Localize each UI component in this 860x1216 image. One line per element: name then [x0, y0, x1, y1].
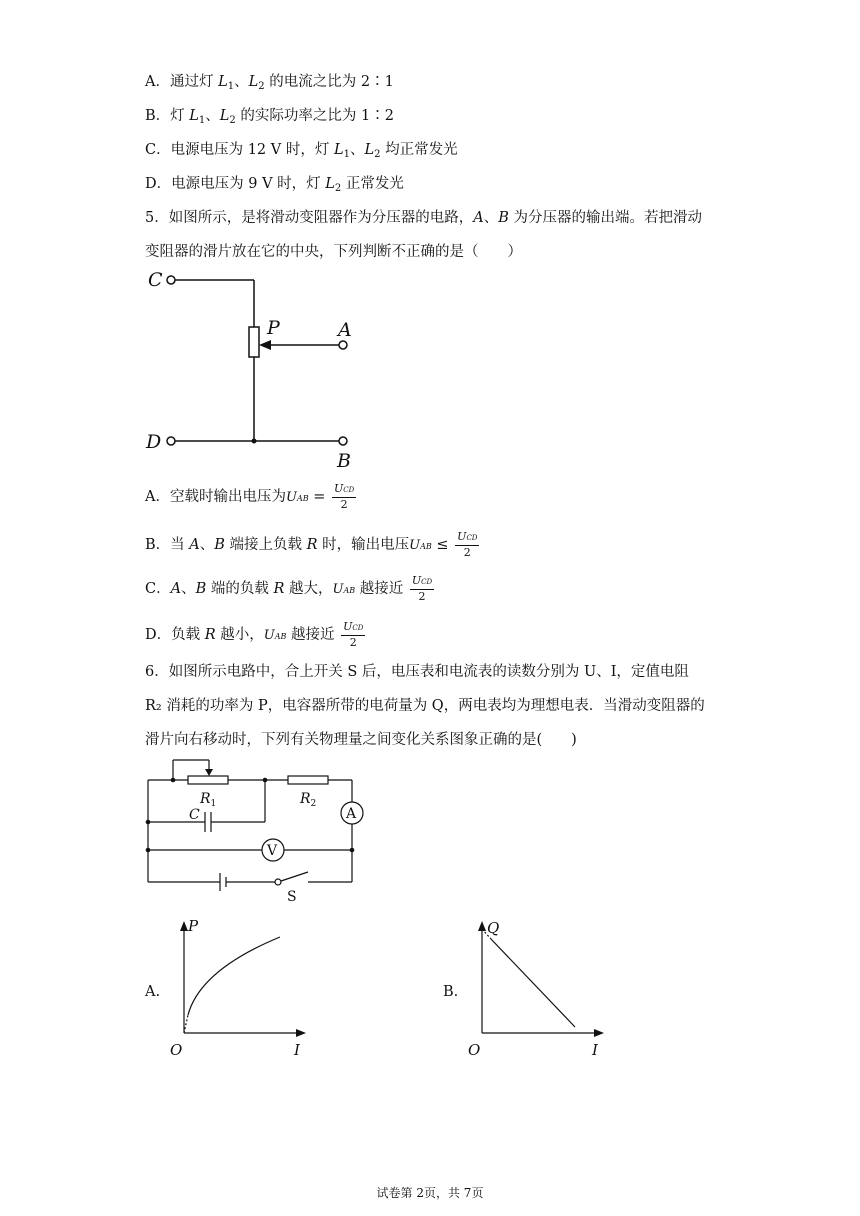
fraction-ucd-over-2: $\frac{\text{UCD}}{2}$ — [411, 574, 433, 603]
q4-option-b: B．灯 $L_1$、$L_2$ 的实际功率之比为 1∶2 — [145, 108, 394, 126]
q6-stem-line3: 滑片向右移动时，下列有关物理量之间变化关系图象正确的是( ) — [145, 732, 577, 748]
q5-circuit-diagram — [140, 265, 370, 475]
q6-ammeter-label: A — [346, 806, 357, 822]
q5-option-a: A．空载时输出电压为UAB = $\frac{\text{UCD}}{2}$ — [145, 482, 355, 511]
q5-label-d: D — [146, 431, 162, 453]
fraction-ucd-over-2: $\frac{\text{UCD}}{2}$ — [343, 620, 364, 649]
graph-b-y-label: Q — [487, 919, 500, 937]
q6-circuit-diagram — [140, 755, 370, 905]
q5-option-c: C．A、B 端的负载 R 越大，UAB 越接近 $\frac{\text{UCD}}{2}$ — [145, 574, 433, 603]
fraction-ucd-over-2: $\frac{\text{UCD}}{2}$ — [457, 530, 478, 559]
q6-label-r1: $R_1$ — [200, 791, 217, 809]
graph-b-x-label: I — [592, 1041, 598, 1059]
graph-b-origin: O — [468, 1041, 481, 1059]
q6-label-c: C — [189, 807, 200, 823]
page-footer: 试卷第 2页，共 7页 — [376, 1186, 484, 1200]
q5-label-p: P — [267, 317, 280, 339]
q6-stem-line2: R₂ 消耗的功率为 P，电容器所带的电荷量为 Q，两电表均为理想电表．当滑动变阻器的 — [145, 698, 705, 714]
graph-a-x-label: I — [294, 1041, 300, 1059]
fraction-ucd-over-2: $\frac{\text{UCD}}{2}$ — [333, 482, 355, 511]
q4-option-c: C．电源电压为 12 V 时，灯 $L_1$、$L_2$ 均正常发光 — [145, 142, 458, 160]
q6-stem-line1: 6．如图所示电路中，合上开关 S 后，电压表和电流表的读数分别为 U、I，定值电阻 — [145, 664, 689, 680]
q6-option-b-label: B. — [443, 984, 459, 1000]
q6-graph-a — [160, 915, 320, 1060]
q6-graph-b — [458, 915, 618, 1060]
q5-label-a: A — [338, 319, 352, 341]
q5-label-c: C — [148, 269, 163, 291]
q6-label-s: S — [287, 889, 297, 905]
q5-stem-line2: 变阻器的滑片放在它的中央，下列判断不正确的是（ ） — [145, 244, 522, 260]
q4-option-a: A．通过灯 $L_1$、$L_2$ 的电流之比为 2∶1 — [145, 74, 394, 92]
graph-a-y-label: P — [188, 917, 199, 935]
q6-option-a-label: A. — [145, 984, 161, 1000]
q6-label-r2: $R_2$ — [300, 791, 317, 809]
q5-option-b: B．当 A、B 端接上负载 R 时，输出电压UAB ≤ $\frac{\text{UCD}}{2}$ — [145, 530, 478, 559]
q5-stem-line1: 5．如图所示，是将滑动变阻器作为分压器的电路，A、B 为分压器的输出端。若把滑动 — [145, 210, 702, 226]
q5-option-d: D．负载 R 越小，UAB 越接近 $\frac{\text{UCD}}{2}$ — [145, 620, 364, 649]
q6-voltmeter-label: V — [267, 843, 278, 859]
graph-a-origin: O — [170, 1041, 183, 1059]
q5-label-b: B — [337, 450, 351, 472]
q4-option-d: D．电源电压为 9 V 时，灯 $L_2$ 正常发光 — [145, 176, 404, 194]
